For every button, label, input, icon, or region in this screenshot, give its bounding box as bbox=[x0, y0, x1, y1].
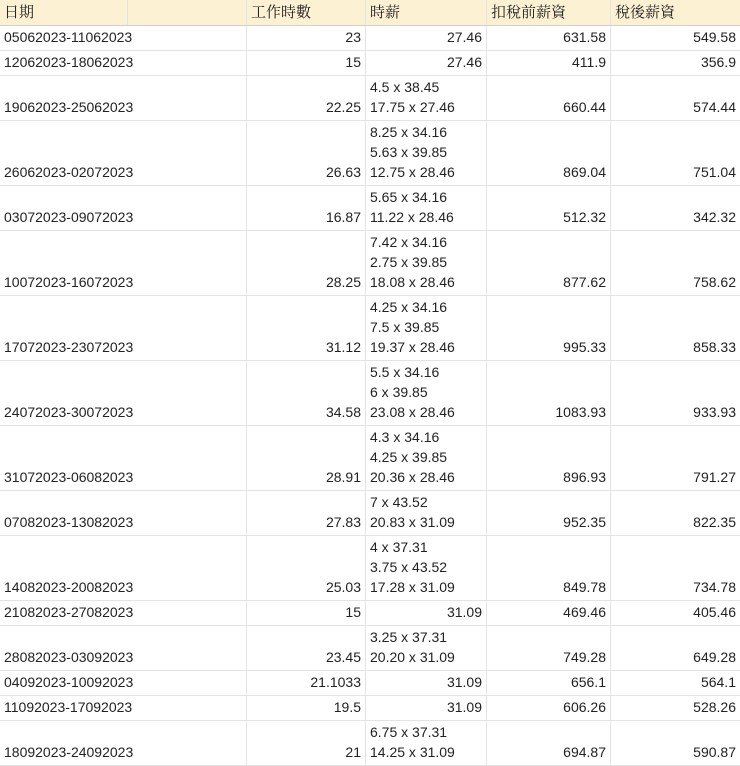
date-cell[interactable]: 05062023-11062023 bbox=[0, 26, 247, 50]
rate-line: 4 x 37.31 bbox=[370, 539, 428, 555]
rate-cell[interactable] bbox=[366, 361, 487, 425]
rate-line: 27.46 bbox=[446, 29, 482, 45]
header-empty-cell[interactable] bbox=[128, 0, 247, 25]
net-pay-cell[interactable]: 933.93 bbox=[693, 404, 736, 420]
gross-pay-cell[interactable]: 656.1 bbox=[487, 671, 611, 695]
hours-cell[interactable]: 25.03 bbox=[247, 536, 366, 600]
header-rate[interactable]: 時薪 bbox=[366, 0, 487, 25]
table-row bbox=[0, 671, 740, 696]
net-pay-cell[interactable]: 590.87 bbox=[693, 744, 736, 760]
rate-line: 18.08 x 28.46 bbox=[370, 274, 455, 290]
rate-cell[interactable] bbox=[366, 186, 487, 230]
rate-line: 20.36 x 28.46 bbox=[370, 469, 455, 485]
rate-cell[interactable] bbox=[366, 536, 487, 600]
rate-line: 27.46 bbox=[446, 54, 482, 70]
header-gross-pay[interactable]: 扣稅前薪資 bbox=[487, 0, 611, 25]
header-hours[interactable]: 工作時數 bbox=[247, 0, 366, 25]
rate-line: 12.75 x 28.46 bbox=[370, 164, 455, 180]
table-row bbox=[0, 51, 740, 76]
rate-line: 7.5 x 39.85 bbox=[370, 319, 440, 335]
net-pay-cell[interactable]: 734.78 bbox=[693, 579, 736, 595]
gross-pay-cell[interactable]: 631.58 bbox=[487, 26, 611, 50]
hours-cell[interactable]: 23.45 bbox=[247, 626, 366, 670]
rate-line: 5.5 x 34.16 bbox=[370, 364, 440, 380]
table-row bbox=[0, 296, 740, 361]
table-row bbox=[0, 361, 740, 426]
rate-line: 2.75 x 39.85 bbox=[370, 254, 448, 270]
hours-cell[interactable]: 23 bbox=[247, 26, 366, 50]
net-pay-cell[interactable]: 751.04 bbox=[693, 164, 736, 180]
date-cell[interactable]: 24072023-30072023 bbox=[0, 361, 247, 425]
table-row bbox=[0, 696, 740, 721]
gross-pay-cell[interactable]: 606.26 bbox=[487, 696, 611, 720]
net-pay-cell[interactable]: 574.44 bbox=[693, 99, 736, 115]
header-net-pay[interactable]: 稅後薪資 bbox=[611, 0, 740, 25]
date-cell[interactable]: 31072023-06082023 bbox=[0, 426, 247, 490]
rate-line: 4.25 x 34.16 bbox=[370, 299, 448, 315]
rate-line: 19.37 x 28.46 bbox=[370, 339, 455, 355]
gross-pay-cell[interactable]: 995.33 bbox=[487, 296, 611, 360]
date-cell[interactable]: 21082023-27082023 bbox=[0, 601, 247, 625]
gross-pay-cell[interactable]: 869.04 bbox=[487, 121, 611, 185]
gross-pay-cell[interactable]: 660.44 bbox=[487, 76, 611, 120]
hours-cell[interactable]: 15 bbox=[247, 51, 366, 75]
table-row bbox=[0, 536, 740, 601]
rate-line: 31.09 bbox=[446, 604, 482, 620]
table-row bbox=[0, 626, 740, 671]
date-cell[interactable]: 11092023-17092023 bbox=[0, 696, 247, 720]
rate-line: 14.25 x 31.09 bbox=[370, 744, 455, 760]
table-row bbox=[0, 121, 740, 186]
rate-cell[interactable] bbox=[366, 121, 487, 185]
net-pay-cell[interactable]: 822.35 bbox=[693, 514, 736, 530]
hours-cell[interactable]: 15 bbox=[247, 601, 366, 625]
table-row bbox=[0, 26, 740, 51]
net-pay-cell[interactable]: 356.9 bbox=[700, 54, 736, 70]
table-row bbox=[0, 491, 740, 536]
gross-pay-cell[interactable]: 849.78 bbox=[487, 536, 611, 600]
hours-cell[interactable]: 31.12 bbox=[247, 296, 366, 360]
rate-line: 11.22 x 28.46 bbox=[370, 209, 454, 225]
rate-line: 20.20 x 31.09 bbox=[370, 649, 455, 665]
rate-cell[interactable] bbox=[366, 671, 487, 695]
hours-cell[interactable]: 26.63 bbox=[247, 121, 366, 185]
table-row bbox=[0, 426, 740, 491]
gross-pay-cell[interactable]: 877.62 bbox=[487, 231, 611, 295]
hours-cell[interactable]: 19.5 bbox=[247, 696, 366, 720]
rate-line: 8.25 x 34.16 bbox=[370, 124, 448, 140]
date-cell[interactable]: 10072023-16072023 bbox=[0, 231, 247, 295]
date-cell[interactable]: 17072023-23072023 bbox=[0, 296, 247, 360]
hours-cell[interactable]: 16.87 bbox=[247, 186, 366, 230]
hours-cell[interactable]: 28.91 bbox=[247, 426, 366, 490]
date-cell[interactable]: 18092023-24092023 bbox=[0, 721, 247, 765]
rate-line: 7 x 43.52 bbox=[370, 494, 428, 510]
rate-cell[interactable] bbox=[366, 491, 487, 535]
rate-line: 6.75 x 37.31 bbox=[370, 724, 448, 740]
gross-pay-cell[interactable]: 1083.93 bbox=[487, 361, 611, 425]
gross-pay-cell[interactable]: 469.46 bbox=[487, 601, 611, 625]
date-cell[interactable]: 28082023-03092023 bbox=[0, 626, 247, 670]
date-cell[interactable]: 04092023-10092023 bbox=[0, 671, 247, 695]
rate-cell[interactable] bbox=[366, 426, 487, 490]
rate-line: 17.28 x 31.09 bbox=[370, 579, 455, 595]
table-row bbox=[0, 231, 740, 296]
date-cell[interactable]: 12062023-18062023 bbox=[0, 51, 247, 75]
rate-cell[interactable] bbox=[366, 601, 487, 625]
rate-cell[interactable] bbox=[366, 231, 487, 295]
hours-cell[interactable]: 28.25 bbox=[247, 231, 366, 295]
rate-line: 5.65 x 34.16 bbox=[370, 189, 448, 205]
table-row bbox=[0, 186, 740, 231]
rate-cell[interactable] bbox=[366, 296, 487, 360]
hours-cell[interactable]: 34.58 bbox=[247, 361, 366, 425]
date-cell[interactable]: 14082023-20082023 bbox=[0, 536, 247, 600]
rate-cell[interactable] bbox=[366, 26, 487, 50]
header-row bbox=[0, 0, 740, 26]
date-cell[interactable]: 03072023-09072023 bbox=[0, 186, 247, 230]
net-pay-cell[interactable]: 858.33 bbox=[693, 339, 736, 355]
hours-cell[interactable]: 22.25 bbox=[247, 76, 366, 120]
rate-cell[interactable] bbox=[366, 626, 487, 670]
gross-pay-cell[interactable]: 952.35 bbox=[487, 491, 611, 535]
rate-line: 4.25 x 39.85 bbox=[370, 449, 448, 465]
net-pay-cell[interactable]: 342.32 bbox=[693, 209, 736, 225]
rate-line: 3.25 x 37.31 bbox=[370, 629, 448, 645]
header-date[interactable]: 日期 bbox=[0, 0, 128, 25]
net-pay-cell[interactable]: 649.28 bbox=[693, 649, 736, 665]
net-pay-cell[interactable]: 758.62 bbox=[693, 274, 736, 290]
gross-pay-cell[interactable]: 896.93 bbox=[487, 426, 611, 490]
rate-line: 5.63 x 39.85 bbox=[370, 144, 448, 160]
gross-pay-cell[interactable]: 411.9 bbox=[487, 51, 611, 75]
gross-pay-cell[interactable]: 512.32 bbox=[487, 186, 611, 230]
gross-pay-cell[interactable]: 694.87 bbox=[487, 721, 611, 765]
rate-line: 3.75 x 43.52 bbox=[370, 559, 448, 575]
date-cell[interactable]: 07082023-13082023 bbox=[0, 491, 247, 535]
rate-line: 20.83 x 31.09 bbox=[370, 514, 455, 530]
net-pay-cell[interactable]: 549.58 bbox=[693, 29, 736, 45]
date-cell[interactable]: 26062023-02072023 bbox=[0, 121, 247, 185]
hours-cell[interactable]: 27.83 bbox=[247, 491, 366, 535]
net-pay-cell[interactable]: 791.27 bbox=[693, 469, 736, 485]
hours-cell[interactable]: 21.1033 bbox=[247, 671, 366, 695]
rate-line: 4.5 x 38.45 bbox=[370, 79, 440, 95]
hours-cell[interactable]: 21 bbox=[247, 721, 366, 765]
table-row bbox=[0, 721, 740, 766]
table-row bbox=[0, 601, 740, 626]
rate-cell[interactable] bbox=[366, 51, 487, 75]
rate-line: 31.09 bbox=[446, 674, 482, 690]
date-cell[interactable]: 19062023-25062023 bbox=[0, 76, 247, 120]
rate-cell[interactable] bbox=[366, 696, 487, 720]
rate-line: 17.75 x 27.46 bbox=[370, 99, 455, 115]
rate-line: 31.09 bbox=[446, 699, 482, 715]
rate-line: 7.42 x 34.16 bbox=[370, 234, 448, 250]
rate-line: 23.08 x 28.46 bbox=[370, 404, 455, 420]
table-row bbox=[0, 76, 740, 121]
net-pay-cell[interactable]: 564.1 bbox=[700, 674, 736, 690]
rate-line: 6 x 39.85 bbox=[370, 384, 428, 400]
net-pay-cell[interactable]: 528.26 bbox=[693, 699, 736, 715]
gross-pay-cell[interactable]: 749.28 bbox=[487, 626, 611, 670]
rate-cell[interactable] bbox=[366, 721, 487, 765]
net-pay-cell[interactable]: 405.46 bbox=[693, 604, 736, 620]
rate-cell[interactable] bbox=[366, 76, 487, 120]
rate-line: 4.3 x 34.16 bbox=[370, 429, 440, 445]
